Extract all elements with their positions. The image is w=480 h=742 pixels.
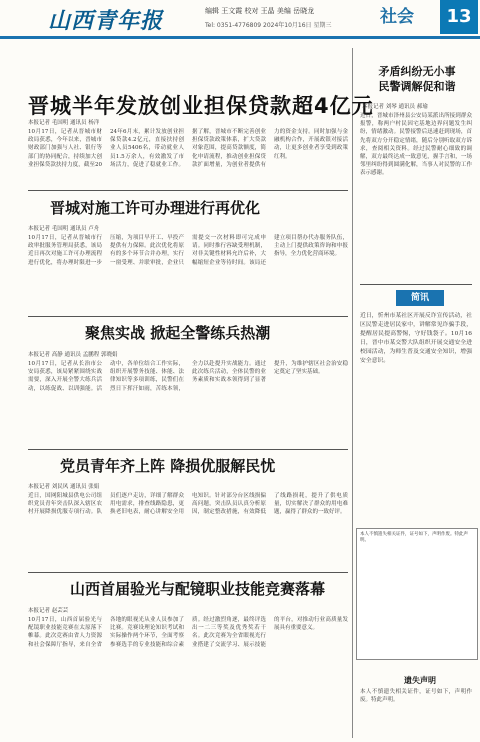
masthead-rule	[0, 36, 480, 39]
edition-info: 编辑 王文霞 校对 王晶 美编 岳晓龙	[205, 7, 315, 15]
article-divider	[28, 316, 348, 317]
section-title: 社会	[380, 7, 414, 27]
article-headline: 晋城对施工许可办理进行再优化	[50, 199, 261, 217]
sidebar-byline: 本报记者 刘琴 通讯员 郝瑜	[362, 104, 428, 110]
page-number: 13	[440, 0, 478, 34]
article-body: 10月17日，山西首届验光与配镜职业技能竞赛在太原落下帷幕。此次竞赛由省人力资源和社会保障厅指导，来自全省各地的眼视光从业人员参加了比赛。竞赛设理论知识考试和实际操作两个环节，全面考察参赛选手的专业技能和综合素质。经过激烈角逐，最终评选出一二三等奖及优秀奖若干名。此次竞赛为全省眼视光行业搭建了交流学习、展示技能的平台，对推动行业高质量发展具有重要意义。	[28, 617, 348, 648]
lost-notice-title: 遗失声明	[404, 676, 436, 685]
article-body: 10月17日，记者从晋城市财政局获悉，今年以来，晋城市财政部门加强与人社、银行等部门的协同配合，持续加大创业担保贷款扶持力度，截至2024年6月末，累计发放创业担保贷款4.2亿元，直接扶持创业人员5406名，带动就业人员1.5万余人，有效激发了市场活力，促进了稳就业工作。据了解，晋城市不断完善创业担保贷款政策体系，扩大贷款对象范围，提高贷款额度，简化申请流程，推动创业担保贷款扩面增量，为创业者提供有力的资金支持。同时加强与金融机构合作，开展政银对接活动，让更多创业者享受到政策红利。	[28, 129, 348, 168]
notice-body: 本人不慎遗失相关证件，证号如下，声明作废。特此声明。	[360, 532, 468, 543]
column-divider	[352, 48, 353, 738]
article-body: 近日，国网阳城县供电公司组织党员青年突击队深入辖区农村开展降损优服专项行动。队员们逐户走访，详细了解群众用电需求，排查线路隐患，更换老旧电表，耐心讲解安全用电知识。针对部分台区线损偏高问题，突击队员认真分析原因，制定整改措施，有效降低了线路损耗，提升了供电质量，切实解决了群众的用电难题，赢得了群众的一致好评。	[28, 493, 348, 516]
article-byline: 本报记者 毛国明 通讯员 卢舟	[28, 226, 100, 232]
article-divider	[28, 190, 348, 191]
article-body: 10月17日，记者从晋城市行政审批服务管理局获悉，该局近日再次对施工许可办理流程进行优化，将办理时限进一步压缩，为项目早开工、早投产提供有力保障。此次优化将原有的多个环节合并办理，实行一窗受理、并联审批，企业只需提交一次材料即可完成申请。同时推行容缺受理机制，对非关键性材料允许后补，大幅缩短企业等待时间。该局还建立项目帮办代办服务队伍，主动上门提供政策咨询和申报指导，全力优化营商环境。	[28, 235, 348, 266]
article-byline: 本报记者 高静 通讯员 孟鹏程 郭晓娟	[28, 352, 118, 358]
brief-label: 简讯	[396, 290, 444, 306]
lost-notice-body: 本人不慎遗失相关证件，证号如下，声明作废。特此声明。	[360, 689, 472, 704]
article-headline: 山西首届验光与配镜职业技能竞赛落幕	[70, 580, 326, 598]
brief-body: 近日，忻州市某社区开展反诈宣传活动，社区民警走进居民家中，讲解常见诈骗手段，提醒居民提高警惕，守好钱袋子。10月16日，晋中市某交警大队组织开展交通安全进校园活动，为师生普及交通安全知识，增强安全意识。	[360, 313, 472, 364]
sidebar-divider	[360, 284, 472, 285]
article-byline: 本报记者 毛国明 通讯员 杨洋	[28, 120, 100, 126]
article-byline: 本报记者 赵芸芸	[28, 608, 69, 614]
notice-box	[356, 528, 478, 660]
article-body: 10月17日，记者从长治市公安局获悉，该局紧紧围绕实战需要，深入开展全警大练兵活动，以练促战、以训强能。活动中，各单位结合工作实际，组织开展警务技能、体能、法律知识等多项训练，民警们在烈日下挥汗如雨，苦练本领，全力以赴提升实战能力。通过此次练兵活动，全体民警的业务素质和实战本领得到了显著提升，为维护辖区社会治安稳定奠定了坚实基础。	[28, 361, 348, 392]
article-headline: 党员青年齐上阵 降损优服解民忧	[60, 457, 276, 475]
date-info: Tel: 0351-4776809 2024年10月16日 星期三	[205, 22, 332, 29]
article-divider	[28, 449, 348, 450]
article-byline: 本报记者 刘民风 通讯员 张娟	[28, 484, 100, 490]
article-divider	[28, 572, 348, 573]
article-headline: 聚焦实战 掀起全警练兵热潮	[85, 324, 271, 342]
sidebar-headline: 矛盾纠纷无小事 民警调解促和谐	[378, 65, 456, 93]
newspaper-logo: 山西青年报	[48, 8, 164, 34]
article-headline: 晋城半年发放创业担保贷款超4亿元	[28, 94, 374, 118]
sidebar-body: 近日，晋城市泽州县公安局某派出所接到群众报警，称两户村民因宅基地边界问题发生纠纷，情绪激动。民警接警后迅速赶到现场，首先将双方分开稳定情绪，随后分别听取双方诉求，查阅相关资料。经过民警耐心细致的调解，双方最终达成一致意见，握手言和，一场邻里纠纷得到圆满化解，当事人对民警的工作表示感谢。	[360, 113, 472, 177]
